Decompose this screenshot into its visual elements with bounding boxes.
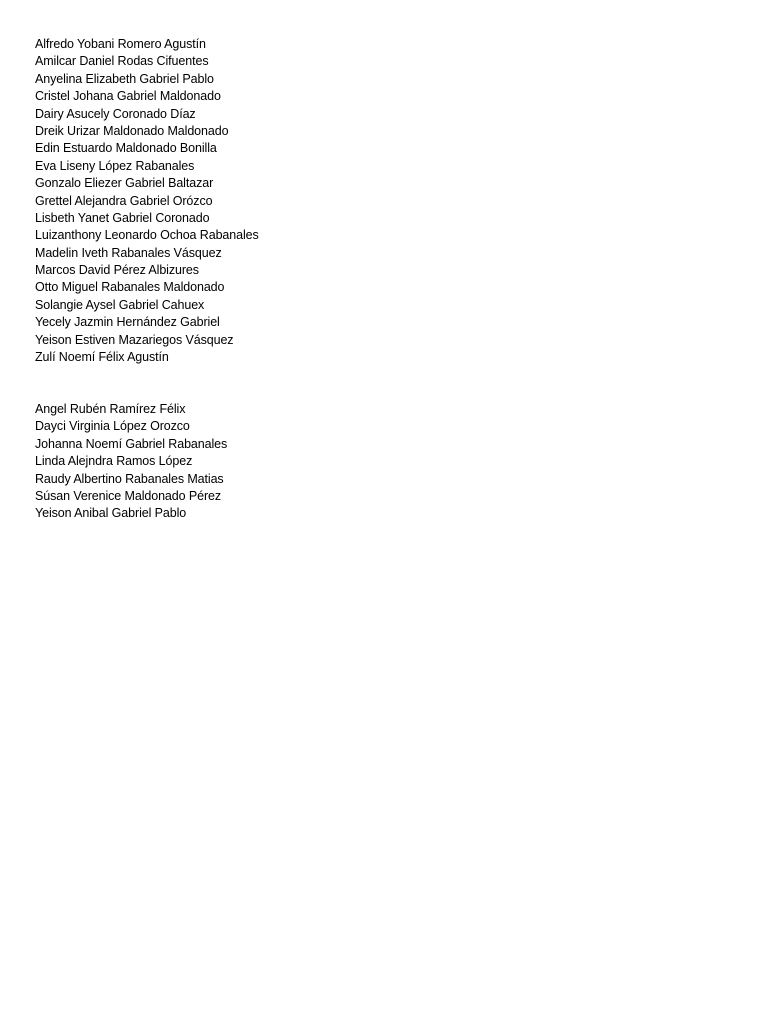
list-item: Johanna Noemí Gabriel Rabanales [35,436,228,451]
list-item: Marcos David Pérez Albizures [35,263,199,278]
list-item: Eva Liseny López Rabanales [35,158,195,173]
list-item: Cristel Johana Gabriel Maldonado [35,89,221,104]
list-item: Amilcar Daniel Rodas Cifuentes [35,54,209,69]
list-item: Anyelina Elizabeth Gabriel Pablo [35,71,214,86]
list-item: Súsan Verenice Maldonado Pérez [35,488,222,503]
list-item: Yeison Estiven Mazariegos Vásquez [35,332,234,347]
list-item: Gonzalo Eliezer Gabriel Baltazar [35,176,214,191]
list-item: Grettel Alejandra Gabriel Orózco [35,193,213,208]
list-item: Alfredo Yobani Romero Agustín [35,37,206,51]
list-item: Linda Alejndra Ramos López [35,454,193,469]
name-list-group-1 [35,36,259,366]
list-item: Madelin Iveth Rabanales Vásquez [35,245,222,260]
list-item: Yecely Jazmin Hernández Gabriel [35,315,220,330]
list-item: Edin Estuardo Maldonado Bonilla [35,141,217,156]
list-item: Otto Miguel Rabanales Maldonado [35,280,225,295]
list-item: Raudy Albertino Rabanales Matias [35,471,224,486]
list-item: Dairy Asucely Coronado Díaz [35,106,196,121]
list-item: Lisbeth Yanet Gabriel Coronado [35,210,210,225]
list-item: Yeison Anibal Gabriel Pablo [35,506,187,521]
name-list-group-2 [35,401,227,523]
list-item: Luizanthony Leonardo Ochoa Rabanales [35,228,259,243]
list-item: Zulí Noemí Félix Agustín [35,350,169,365]
list-item: Angel Rubén Ramírez Félix [35,402,186,416]
list-item: Solangie Aysel Gabriel Cahuex [35,297,205,312]
list-item: Dayci Virginia López Orozco [35,419,190,434]
list-item: Dreik Urizar Maldonado Maldonado [35,123,229,138]
